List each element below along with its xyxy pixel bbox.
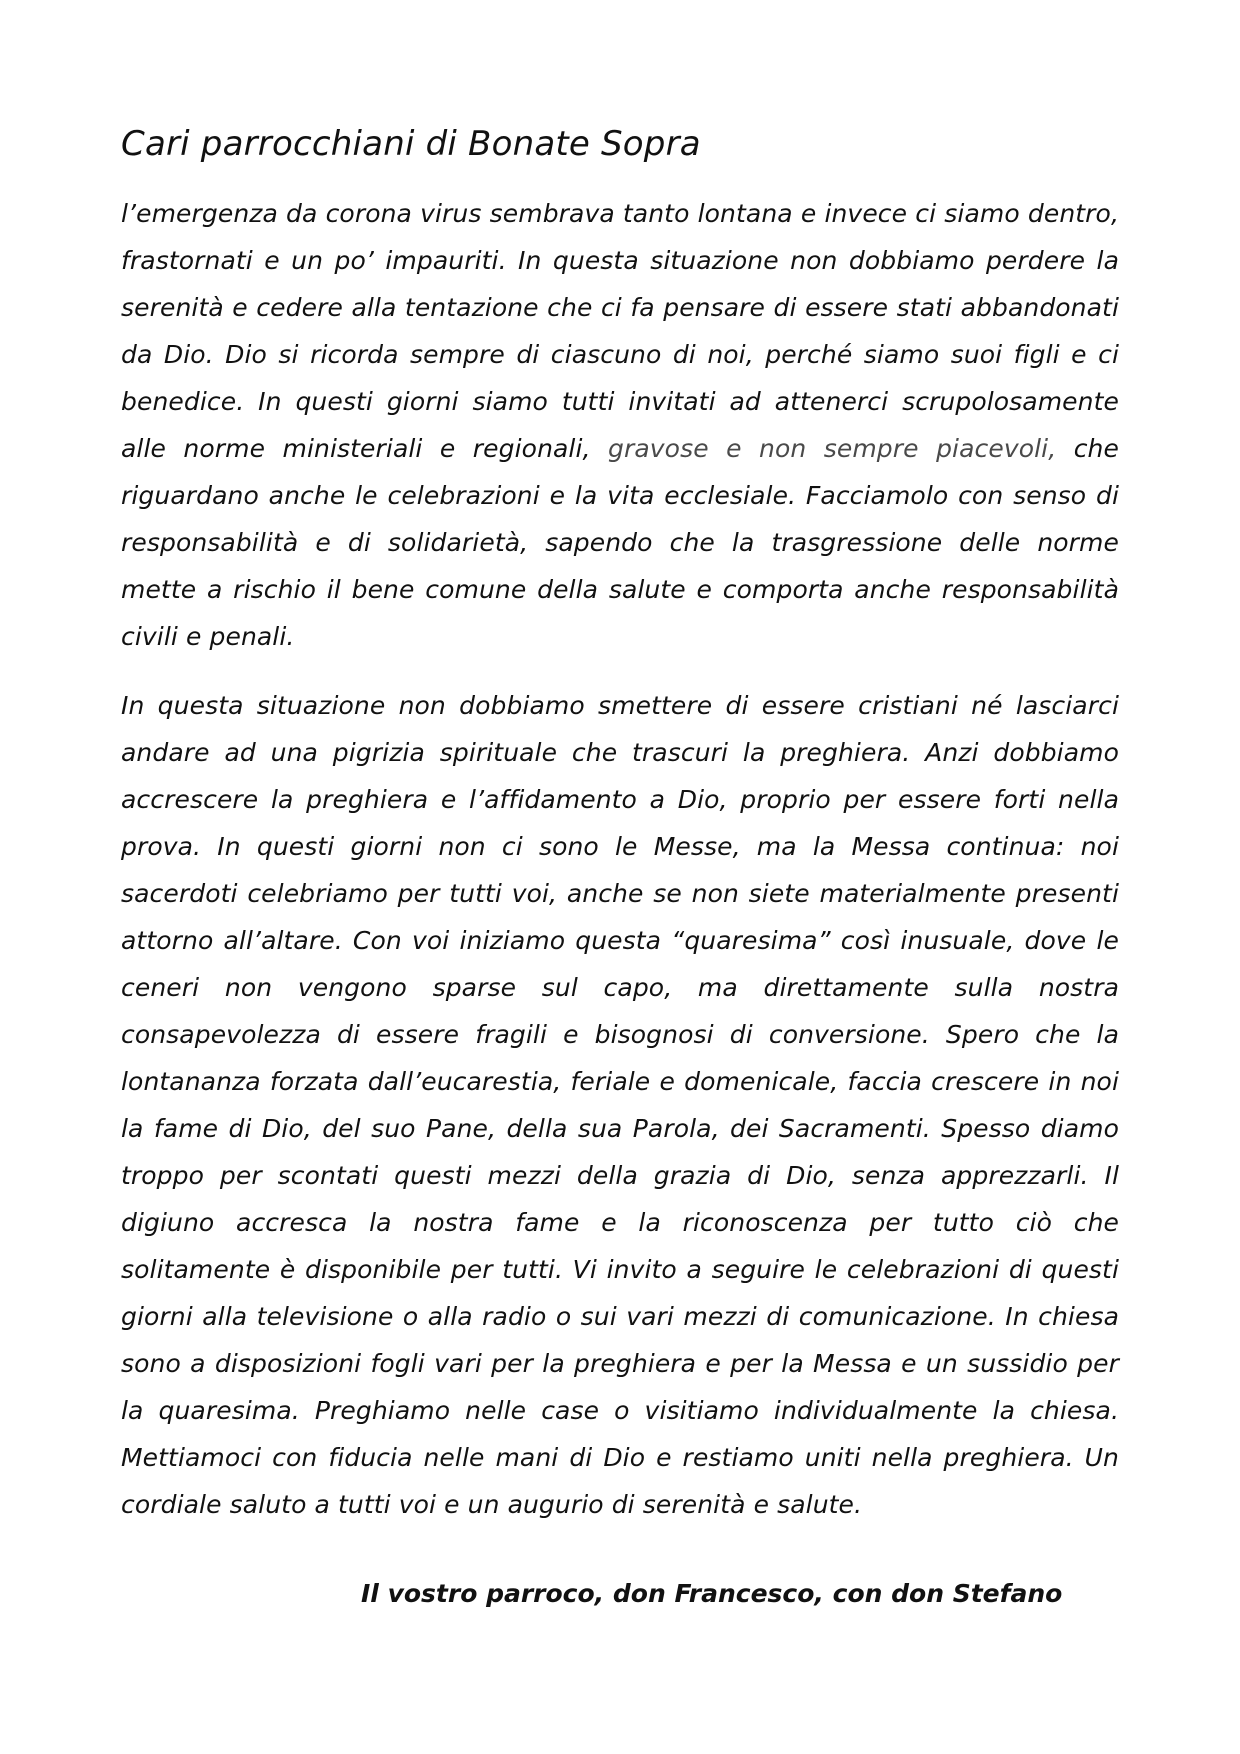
letter-body bbox=[121, 120, 1119, 1550]
paragraph-1-text-a: l’emergenza da corona virus sembrava tanto lontana e invece ci siamo dentro, frastornati e un po’ impauriti. In questa situazione non dobbiamo perdere la serenità e cedere alla tentazione che ci fa pensare di essere stati abbandonati da Dio. Dio si ricorda sempre di ciascuno di noi, perché siamo suoi figli e ci benedice. In questi giorni siamo tutti invitati ad attenerci scrupolosamente alle norme ministeriali e regionali, bbox=[121, 199, 1119, 463]
paragraph-1 bbox=[121, 190, 1119, 660]
letter-title: Cari parrocchiani di Bonate Sopra bbox=[121, 124, 701, 164]
paragraph-1-text-b: che riguardano anche le celebrazioni e la vita ecclesiale. Facciamolo con senso di responsabilità e di solidarietà, sapendo che la trasgressione delle norme mette a rischio il bene comune della salute e comporta anche responsabilità civili e penali. bbox=[121, 434, 1119, 651]
paragraph-2: In questa situazione non dobbiamo smettere di essere cristiani né lasciarci andare ad una pigrizia spirituale che trascuri la preghiera. Anzi dobbiamo accrescere la preghiera e l’affidamento a Dio, proprio per essere forti nella prova. In questi giorni non ci sono le Messe, ma la Messa continua: noi sacerdoti celebriamo per tutti voi, anche se non siete materialmente presenti attorno all’altare. Con voi iniziamo questa “quaresima” così inusuale, dove le ceneri non vengono sparse sul capo, ma direttamente sulla nostra consapevolezza di essere fragili e bisognosi di conversione. Spero che la lontananza forzata dall’eucarestia, feriale e domenicale, faccia crescere in noi la fame di Dio, del suo Pane, della sua Parola, dei Sacramenti. Spesso diamo troppo per scontati questi mezzi della grazia di Dio, senza apprezzarli. Il digiuno accresca la nostra fame e la riconoscenza per tutto ciò che solitamente è disponibile per tutti. Vi invito a seguire le celebrazioni di questi giorni alla televisione o alla radio o sui vari mezzi di comunicazione. In chiesa sono a disposizioni fogli vari per la preghiera e per la Messa e un sussidio per la quaresima. Preghiamo nelle case o visitiamo individualmente la chiesa. Mettiamoci con fiducia nelle mani di Dio e restiamo uniti nella preghiera. Un cordiale saluto a tutti voi e un augurio di serenità e salute. bbox=[121, 691, 1119, 1519]
paragraph-1-text-grey: gravose e non sempre piacevoli, bbox=[608, 434, 1057, 463]
signature: Il vostro parroco, don Francesco, con don Stefano bbox=[361, 1579, 1063, 1608]
